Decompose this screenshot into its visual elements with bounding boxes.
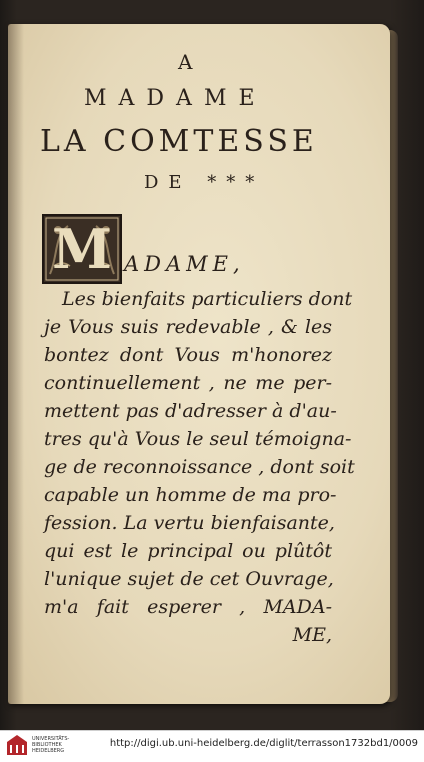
- text-line: Les bienfaits particuliers dont: [62, 288, 353, 310]
- text-line: continuellement , ne me per-: [44, 372, 332, 394]
- initial-letter: M: [52, 217, 112, 281]
- text-line: tres qu'à Vous le seul témoigna-: [44, 428, 352, 450]
- heading-a: A: [178, 50, 193, 74]
- text-line: m'a fait esperer , MADA-: [44, 596, 332, 618]
- text-line: bontez dont Vous m'honorez: [44, 344, 332, 366]
- logo-text: UNIVERSITÄTS- BIBLIOTHEK HEIDELBERG: [32, 736, 70, 754]
- text-line: l'unique sujet de cet Ouvrage,: [44, 568, 334, 590]
- text-line: mettent pas d'adresser à d'au-: [44, 400, 337, 422]
- text-line: ME,: [292, 624, 332, 646]
- heading-de: DE ***: [144, 172, 265, 193]
- decorated-initial: [42, 214, 122, 284]
- text-line: fession. La vertu bienfaisante,: [44, 512, 335, 534]
- text-line: capable un homme de ma pro-: [44, 484, 337, 506]
- heading-madame: MADAME: [84, 86, 267, 111]
- heading-comtesse: LA COMTESSE: [40, 124, 318, 159]
- text-line: qui est le principal ou plûtôt: [44, 540, 332, 562]
- spine-shadow: [8, 24, 24, 704]
- permalink-url[interactable]: http://digi.ub.uni-heidelberg.de/diglit/terrasson1732bd1/0009: [109, 738, 418, 749]
- text-line: ge de reconnoissance , dont soit: [44, 456, 355, 478]
- salutation: ADAME,: [124, 252, 245, 276]
- university-logo-icon[interactable]: [6, 734, 28, 756]
- text-line: je Vous suis redevable , & les: [44, 316, 332, 338]
